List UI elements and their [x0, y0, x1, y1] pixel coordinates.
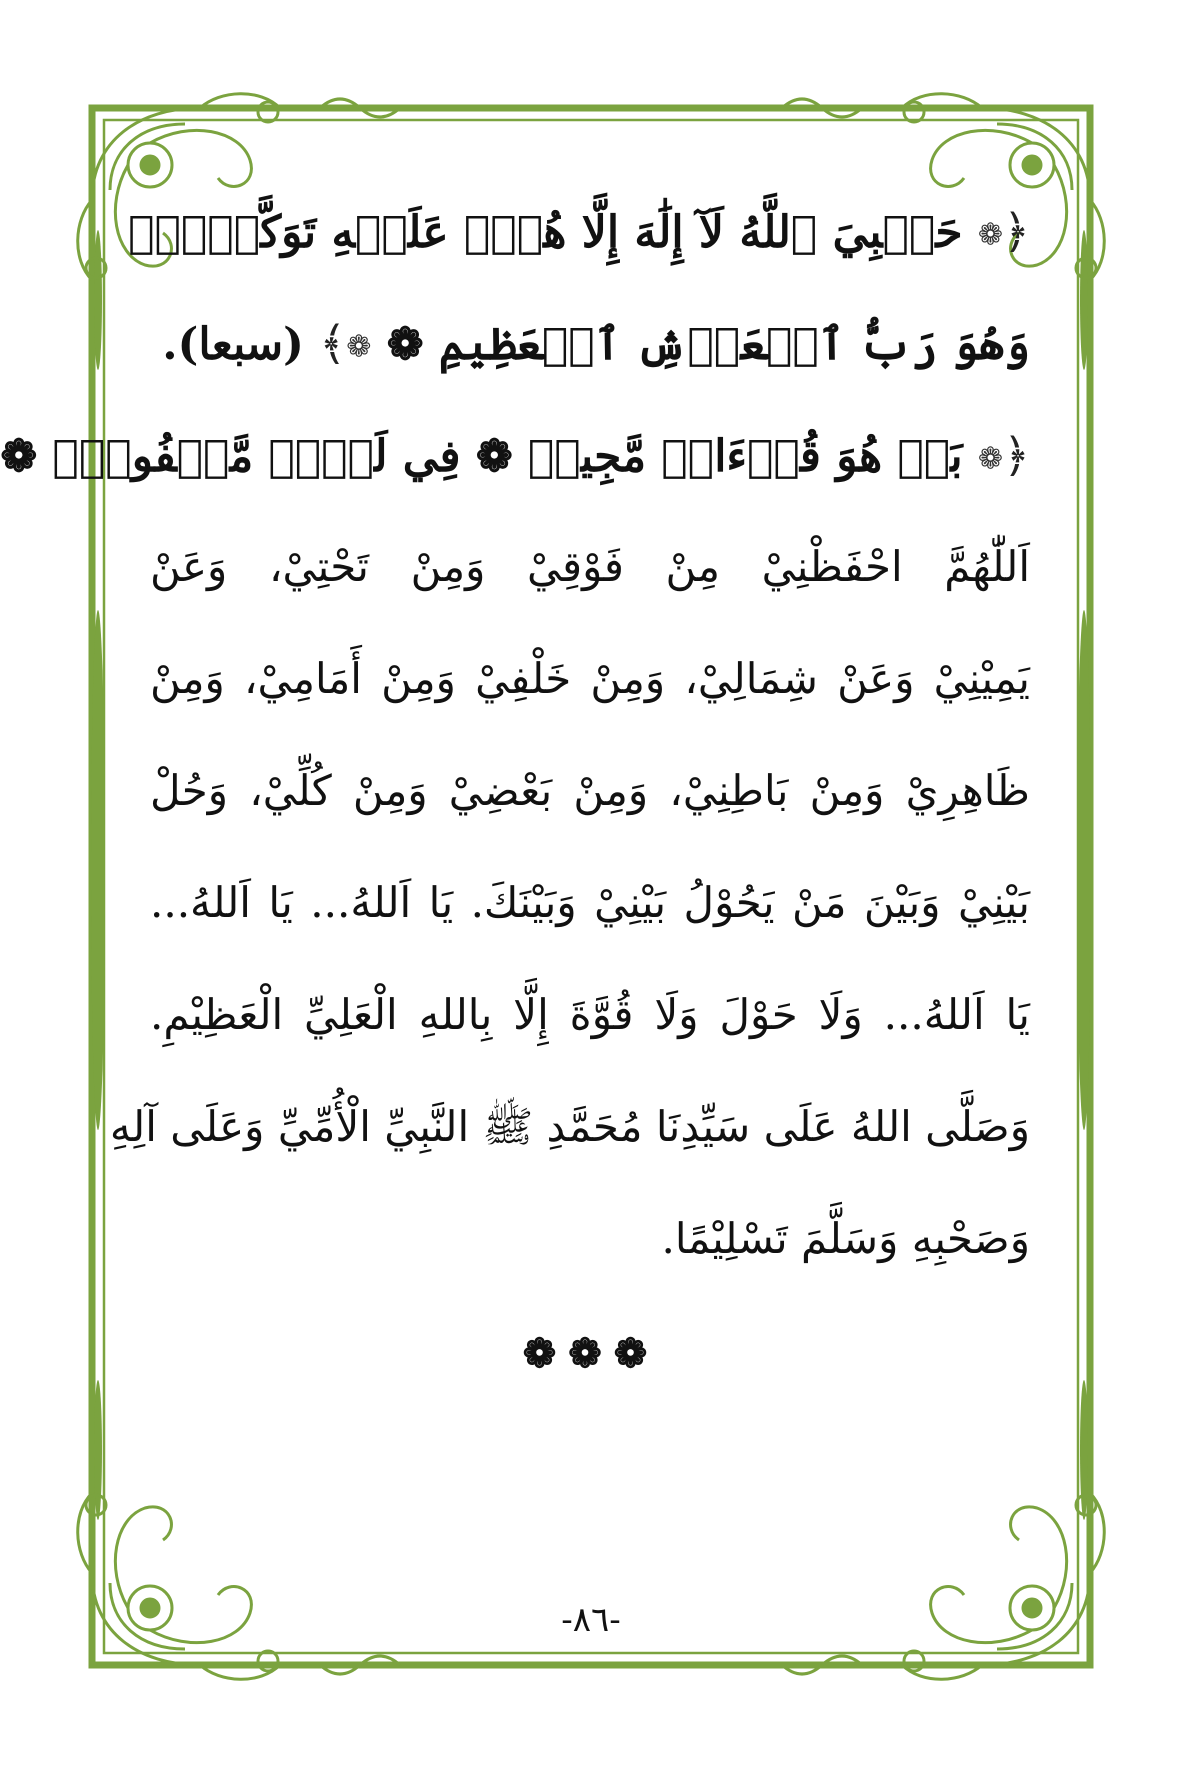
ornate-bracket-open-icon: ﴿ [1003, 428, 1030, 482]
verse-text: بَلۡ هُوَ قُرۡءَانٞ مَّجِيدٞ ❁ فِي لَوۡحٖ مَّحۡفُوظِۭ ❁ [0, 431, 963, 482]
verse-line-3 [0, 399, 1030, 511]
corner-flourish-icon [902, 1493, 1104, 1679]
verse-line-2 [150, 287, 1030, 399]
prayer-line: ظَاهِرِيْ وَمِنْ بَاطِنِيْ، وَمِنْ بَعْضِيْ وَمِنْ كُلِّيْ، وَحُلْ [150, 766, 1030, 815]
rosette-icon: ❁ [346, 329, 372, 365]
prayer-line: وَصَحْبِهِ وَسَلَّمَ تَسْلِيْمًا. [661, 1214, 1030, 1263]
page-number: -٨٦- [561, 1600, 621, 1640]
prayer-line: وَصَلَّى اللهُ عَلَى سَيِّدِنَا مُحَمَّدِ ﷺ النَّبِيِّ الْأُمِّيِّ وَعَلَى آلِهِ [109, 1102, 1030, 1151]
prayer-line: بَيْنِيْ وَبَيْنَ مَنْ يَحُوْلُ بَيْنِيْ وَبَيْنَكَ. يَا اَللهُ... يَا اَللهُ... [150, 878, 1030, 927]
ornate-bracket-close-icon: ﴾ [319, 316, 347, 370]
rosette-icon: ❁ [977, 217, 1004, 253]
rosette-icon: ❁ [977, 441, 1004, 477]
repeat-note: (سبعا). [162, 319, 304, 370]
page-text-block [0, 175, 1030, 1295]
verse-text: حَسۡبِيَ ٱللَّهُ لَآ إِلَٰهَ إِلَّا هُوَۖ عَلَيۡهِ تَوَكَّلۡتُۖ [128, 207, 963, 258]
prayer-line: يَا اَللهُ... وَلَا حَوْلَ وَلَا قُوَّةَ إِلَّا بِاللهِ الْعَلِيِّ الْعَظِيْمِ. [150, 990, 1030, 1039]
corner-flourish-icon [78, 1493, 280, 1679]
ornate-bracket-open-icon: ﴿ [1003, 204, 1030, 258]
prayer-line: اَللّٰهُمَّ احْفَظْنِيْ مِنْ فَوْقِيْ وَمِنْ تَحْتِيْ، وَعَنْ [150, 542, 1030, 591]
verse-text: وَهُوَ رَبُّ ٱلۡعَرۡشِ ٱلۡعَظِيمِ ❁ [386, 319, 1030, 370]
prayer-line: يَمِيْنِيْ وَعَنْ شِمَالِيْ، وَمِنْ خَلْفِيْ وَمِنْ أَمَامِيْ، وَمِنْ [150, 654, 1030, 703]
section-separator: ❁❁❁ [522, 1330, 660, 1377]
verse-line-1 [128, 175, 1030, 287]
